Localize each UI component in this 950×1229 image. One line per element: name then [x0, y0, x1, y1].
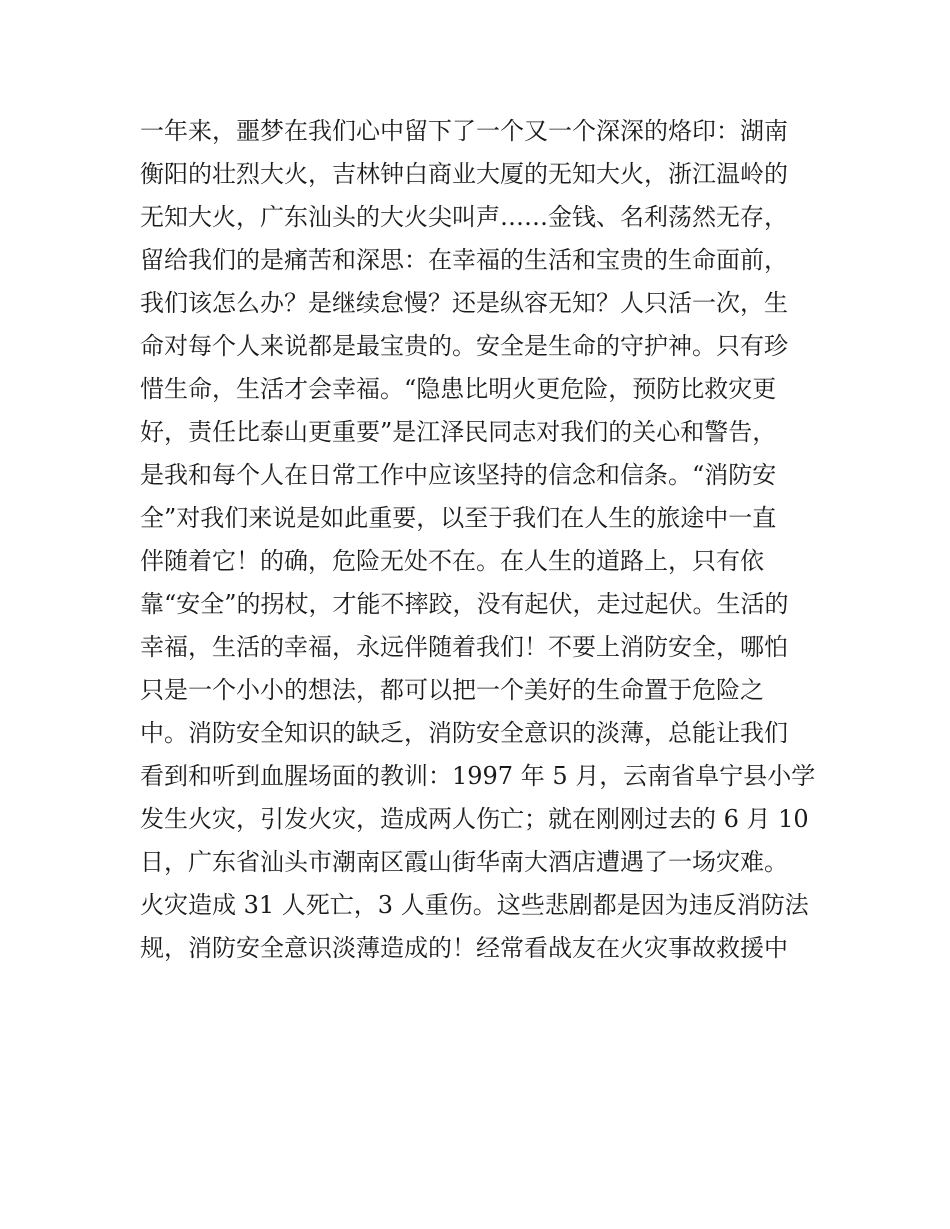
text-line: 只是一个小小的想法，都可以把一个美好的生命置于危险之 [140, 676, 764, 704]
text-line: 惜生命，生活才会幸福。“隐患比明火更危险，预防比救灾更 [140, 375, 777, 403]
text-line: 幸福，生活的幸福，永远伴随着我们！不要上消防安全，哪怕 [140, 633, 788, 661]
text-line: 一年来，噩梦在我们心中留下了一个又一个深深的烙印：湖南 [140, 117, 788, 145]
text-line: 火灾造成 31 人死亡，3 人重伤。这些悲剧都是因为违反消防法 [140, 891, 809, 919]
text-line: 发生火灾，引发火灾，造成两人伤亡；就在刚刚过去的 6 月 10 [140, 805, 809, 833]
text-line: 无知大火，广东汕头的大火尖叫声……金钱、名利荡然无存， [140, 203, 788, 231]
text-line: 靠“安全”的拐杖，才能不摔跤，没有起伏，走过起伏。生活的 [140, 590, 789, 618]
text-line: 是我和每个人在日常工作中应该坚持的信念和信条。“消防安 [140, 461, 777, 489]
text-line: 看到和听到血腥场面的教训：1997 年 5 月，云南省阜宁县小学 [140, 762, 816, 790]
text-line: 衡阳的壮烈大火，吉林钟白商业大厦的无知大火，浙江温岭的 [140, 160, 788, 188]
text-line: 我们该怎么办？是继续怠慢？还是纵容无知？人只活一次，生 [140, 289, 788, 317]
text-line: 中。消防安全知识的缺乏，消防安全意识的淡薄，总能让我们 [140, 719, 788, 747]
text-line: 日，广东省汕头市潮南区霞山街华南大酒店遭遇了一场灾难。 [140, 848, 788, 876]
text-line: 命对每个人来说都是最宝贵的。安全是生命的守护神。只有珍 [140, 332, 788, 360]
text-line: 好，责任比泰山更重要”是江泽民同志对我们的关心和警告， [140, 418, 777, 446]
text-line: 全”对我们来说是如此重要，以至于我们在人生的旅途中一直 [140, 504, 777, 532]
text-line: 留给我们的是痛苦和深思：在幸福的生活和宝贵的生命面前， [140, 246, 788, 274]
text-line: 伴随着它！的确，危险无处不在。在人生的道路上，只有依 [140, 547, 764, 575]
text-line: 规，消防安全意识淡薄造成的！经常看战友在火灾事故救援中 [140, 934, 788, 962]
body-paragraph [140, 110, 820, 970]
